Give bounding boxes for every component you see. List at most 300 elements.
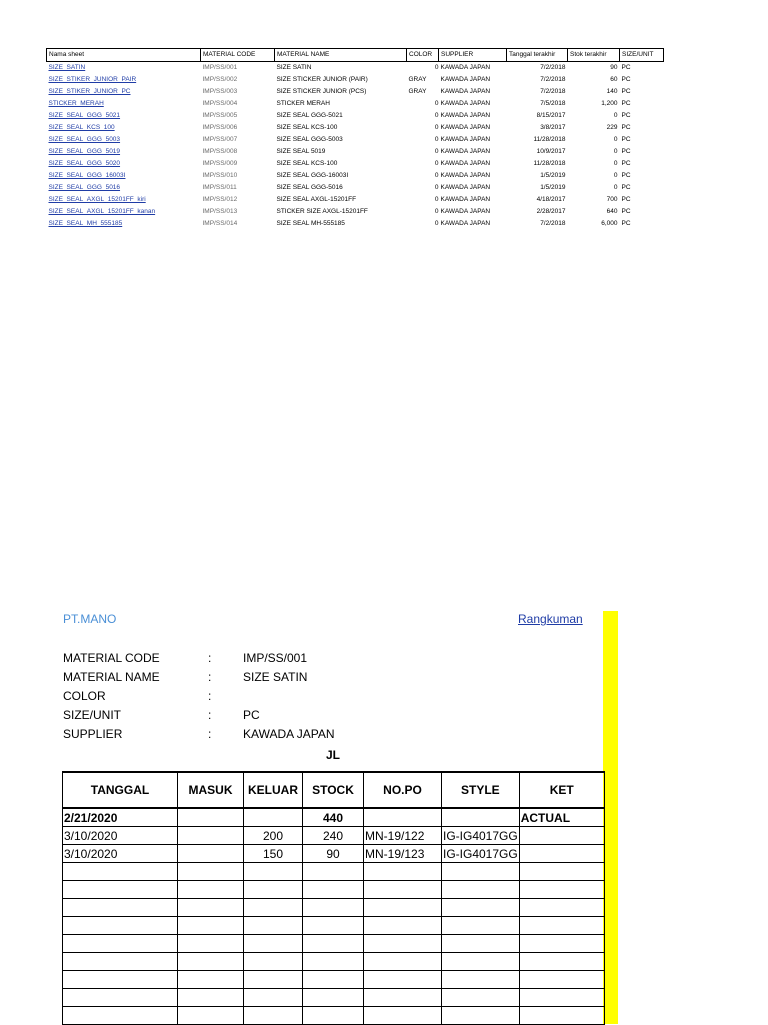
no-po-cell	[364, 935, 442, 953]
tanggal-cell	[63, 953, 178, 971]
header-no-po: NO.PO	[364, 772, 442, 808]
color-cell	[407, 158, 439, 170]
size-unit-cell: PC	[621, 160, 631, 167]
last-date-cell: 7/2/2018	[540, 76, 566, 83]
stock-card-empty-row	[63, 935, 605, 953]
material-name-cell: SIZE SEAL MH-555185	[276, 220, 345, 227]
stock-card-row	[63, 808, 605, 827]
stock-cell	[303, 989, 364, 1007]
sheet-link[interactable]: SIZE_SEAL_AXGL_15201FF_kanan	[48, 208, 156, 215]
header-supplier: SUPPLIER	[439, 49, 507, 62]
masuk-cell	[178, 1007, 244, 1025]
color-number: 0	[434, 220, 439, 227]
stock-card-empty-row	[63, 881, 605, 899]
supplier-cell	[439, 86, 507, 98]
sheet-link-cell	[47, 98, 201, 110]
keluar-cell	[244, 1007, 303, 1025]
summary-row	[47, 146, 664, 158]
last-stock-cell: 700	[606, 196, 618, 203]
supplier-text: KAWADA JAPAN	[440, 136, 491, 143]
stock-card-empty-row	[63, 1007, 605, 1025]
masuk-cell	[178, 881, 244, 899]
ket-cell	[519, 1007, 604, 1025]
sheet-link[interactable]: SIZE_SEAL_KCS_100	[48, 124, 115, 131]
masuk-cell	[178, 971, 244, 989]
color-number: 0	[434, 136, 439, 143]
header-material-code: MATERIAL CODE	[201, 49, 275, 62]
no-po-cell	[364, 953, 442, 971]
sheet-link[interactable]: SIZE_SATIN	[48, 64, 86, 71]
material-name-cell: SIZE SEAL KCS-100	[276, 124, 338, 131]
last-date-cell: 8/15/2017	[536, 112, 566, 119]
last-date-cell: 10/9/2017	[536, 148, 566, 155]
sheet-link-cell	[47, 110, 201, 122]
stock-card-empty-row	[63, 863, 605, 881]
tanggal-cell	[63, 899, 178, 917]
material-name-cell: SIZE SATIN	[276, 64, 312, 71]
summary-row	[47, 194, 664, 206]
color-cell	[407, 218, 439, 230]
sheet-link[interactable]: SIZE_STIKER_JUNIOR_PC	[48, 88, 131, 95]
stock-card-body	[63, 808, 605, 1025]
sheet-link-cell	[47, 182, 201, 194]
color-cell	[407, 194, 439, 206]
supplier-cell	[434, 170, 507, 182]
size-unit-cell: PC	[621, 220, 631, 227]
masuk-cell	[178, 863, 244, 881]
last-date-cell: 1/5/2019	[540, 184, 566, 191]
last-stock-cell: 140	[606, 88, 618, 95]
style-cell	[442, 917, 520, 935]
last-stock-cell: 640	[606, 208, 618, 215]
masuk-cell	[178, 845, 244, 863]
keluar-cell	[244, 935, 303, 953]
summary-row	[47, 206, 664, 218]
tanggal-cell	[63, 971, 178, 989]
stock-cell: 240	[303, 827, 364, 845]
masuk-cell	[178, 989, 244, 1007]
size-unit-cell: PC	[621, 184, 631, 191]
supplier-text: KAWADA JAPAN	[440, 100, 491, 107]
last-date-cell: 7/2/2018	[540, 220, 566, 227]
size-unit-cell: PC	[621, 64, 631, 71]
last-date-cell: 7/2/2018	[540, 88, 566, 95]
style-cell	[442, 989, 520, 1007]
header-material-name: MATERIAL NAME	[275, 49, 407, 62]
material-code-cell: IMP/SS/013	[202, 208, 238, 215]
material-name-cell: STICKER MERAH	[276, 100, 330, 107]
keluar-cell	[244, 917, 303, 935]
size-unit-cell: PC	[621, 124, 631, 131]
material-name-cell: SIZE SEAL 5019	[276, 148, 326, 155]
size-unit-cell: PC	[621, 196, 631, 203]
masuk-cell	[178, 917, 244, 935]
header-nama-sheet: Nama sheet	[47, 49, 201, 62]
sheet-link[interactable]: SIZE_SEAL_GGG_5019	[48, 148, 121, 155]
style-cell	[442, 881, 520, 899]
sheet-link-cell	[47, 206, 201, 218]
field-colon: :	[208, 651, 212, 665]
tanggal-cell	[63, 935, 178, 953]
size-unit-cell: PC	[621, 100, 631, 107]
material-code-cell: IMP/SS/004	[202, 100, 238, 107]
summary-row	[47, 86, 664, 98]
stock-cell	[303, 917, 364, 935]
color-number: 0	[434, 196, 439, 203]
keluar-cell	[244, 863, 303, 881]
field-label: MATERIAL CODE	[63, 651, 160, 665]
last-stock-cell: 0	[613, 136, 618, 143]
supplier-cell	[434, 62, 507, 75]
header-last-date: Tanggal terakhir	[507, 49, 568, 62]
color-number: 0	[434, 148, 439, 155]
material-code-cell: IMP/SS/011	[202, 184, 237, 191]
tanggal-cell	[63, 881, 178, 899]
no-po-cell	[364, 863, 442, 881]
stock-cell	[303, 1007, 364, 1025]
ket-cell	[519, 971, 604, 989]
stock-cell	[303, 935, 364, 953]
tanggal-cell	[63, 989, 178, 1007]
stock-card-header-row	[63, 772, 605, 808]
header-color: COLOR	[407, 49, 439, 62]
ket-cell	[519, 827, 604, 845]
stock-cell	[303, 953, 364, 971]
supplier-text: KAWADA JAPAN	[440, 112, 491, 119]
last-date-cell: 1/5/2019	[540, 172, 566, 179]
summary-row	[47, 62, 664, 75]
summary-row	[47, 158, 664, 170]
stock-cell	[303, 881, 364, 899]
supplier-text: KAWADA JAPAN	[440, 208, 491, 215]
style-cell	[442, 1007, 520, 1025]
masuk-cell	[178, 827, 244, 845]
stock-card-empty-row	[63, 953, 605, 971]
field-label: SIZE/UNIT	[63, 708, 122, 722]
field-value: KAWADA JAPAN	[243, 727, 335, 741]
last-stock-cell: 1,200	[601, 100, 618, 107]
last-stock-cell: 0	[613, 160, 618, 167]
supplier-text: KAWADA JAPAN	[440, 160, 491, 167]
ket-cell	[519, 935, 604, 953]
sheet-link[interactable]: SIZE_SEAL_GGG_5003	[48, 136, 121, 143]
summary-row	[47, 98, 664, 110]
material-name-cell: STICKER SIZE AXGL-15201FF	[276, 208, 368, 215]
no-po-cell	[364, 971, 442, 989]
header-last-stock: Stok terakhir	[568, 49, 620, 62]
field-value: SIZE SATIN	[243, 670, 308, 684]
sheet-link-cell	[47, 62, 201, 75]
stock-card-table	[62, 771, 605, 1025]
last-date-cell: 7/2/2018	[540, 64, 566, 71]
summary-row	[47, 170, 664, 182]
sheet-link[interactable]: SIZE_SEAL_GGG_5020	[48, 160, 121, 167]
size-unit-cell: PC	[621, 88, 631, 95]
last-date-cell: 3/8/2017	[540, 124, 566, 131]
supplier-text: KAWADA JAPAN	[440, 64, 491, 71]
material-code-cell: IMP/SS/003	[202, 88, 238, 95]
color-cell	[407, 110, 439, 122]
color-cell	[407, 74, 439, 86]
last-date-cell: 11/28/2018	[533, 136, 566, 143]
sheet-link-cell	[47, 158, 201, 170]
material-name-cell: SIZE SEAL KCS-100	[276, 160, 338, 167]
ket-cell	[519, 881, 604, 899]
ket-cell	[519, 989, 604, 1007]
keluar-cell	[244, 808, 303, 827]
field-colon: :	[208, 689, 212, 703]
material-code-cell: IMP/SS/001	[202, 64, 238, 71]
color-number: 0	[434, 124, 439, 131]
color-number: 0	[434, 172, 439, 179]
style-cell	[442, 971, 520, 989]
field-value: IMP/SS/001	[243, 651, 308, 665]
sheet-link[interactable]: SIZE_SEAL_MH_555185	[48, 220, 123, 227]
tanggal-cell: 3/10/2020	[63, 827, 178, 845]
color-cell	[407, 122, 439, 134]
sheet-link-cell	[47, 122, 201, 134]
material-name-cell: SIZE SEAL GGG-5021	[276, 112, 343, 119]
supplier-cell	[434, 158, 507, 170]
color-number: 0	[434, 184, 439, 191]
supplier-cell	[434, 194, 507, 206]
no-po-cell: MN-19/122	[364, 827, 442, 845]
last-stock-cell: 0	[613, 112, 618, 119]
keluar-cell	[244, 899, 303, 917]
material-name-cell: SIZE STICKER JUNIOR (PCS)	[276, 88, 367, 95]
field-colon: :	[208, 727, 212, 741]
material-code-cell: IMP/SS/002	[202, 76, 238, 83]
keluar-cell	[244, 953, 303, 971]
stock-card-empty-row	[63, 899, 605, 917]
no-po-cell	[364, 1007, 442, 1025]
ket-cell	[519, 899, 604, 917]
last-stock-cell: 0	[613, 148, 618, 155]
keluar-cell	[244, 881, 303, 899]
supplier-cell	[434, 98, 507, 110]
material-name-cell: SIZE SEAL GGG-5003	[276, 136, 343, 143]
no-po-cell	[364, 881, 442, 899]
sheet-link-cell	[47, 146, 201, 158]
keluar-cell	[244, 989, 303, 1007]
style-cell	[442, 899, 520, 917]
no-po-cell: MN-19/123	[364, 845, 442, 863]
field-label: SUPPLIER	[63, 727, 123, 741]
stock-card-empty-row	[63, 917, 605, 935]
summary-row	[47, 134, 664, 146]
tanggal-cell: 3/10/2020	[63, 845, 178, 863]
supplier-text: KAWADA JAPAN	[440, 184, 491, 191]
ket-cell	[519, 953, 604, 971]
size-unit-cell: PC	[621, 148, 631, 155]
supplier-text: KAWADA JAPAN	[440, 88, 491, 95]
sheet-link-cell	[47, 86, 201, 98]
ket-cell	[519, 845, 604, 863]
no-po-cell	[364, 989, 442, 1007]
stock-card-row	[63, 845, 605, 863]
sheet-link[interactable]: STICKER_MERAH	[48, 100, 104, 107]
header-stock: STOCK	[303, 772, 364, 808]
tanggal-cell	[63, 1007, 178, 1025]
field-colon: :	[208, 670, 212, 684]
no-po-cell	[364, 808, 442, 827]
size-unit-cell: PC	[621, 172, 631, 179]
sheet-link[interactable]: SIZE_STIKER_JUNIOR_PAIR	[48, 76, 137, 83]
supplier-cell	[439, 74, 507, 86]
keluar-cell: 200	[244, 827, 303, 845]
stock-card-row	[63, 827, 605, 845]
supplier-text: KAWADA JAPAN	[440, 124, 491, 131]
supplier-cell	[434, 122, 507, 134]
material-name-cell: SIZE SEAL GGG-5016	[276, 184, 343, 191]
color-number: 0	[434, 64, 439, 71]
header-style: STYLE	[442, 772, 520, 808]
size-unit-cell: PC	[621, 112, 631, 119]
header-size-unit: SIZE/UNIT	[620, 49, 664, 62]
material-name-cell: SIZE SEAL GGG-16003I	[276, 172, 349, 179]
supplier-cell	[434, 134, 507, 146]
last-date-cell: 4/18/2017	[536, 196, 566, 203]
material-name-cell: SIZE SEAL AXGL-15201FF	[276, 196, 357, 203]
keluar-cell: 150	[244, 845, 303, 863]
keluar-cell	[244, 971, 303, 989]
ket-cell: ACTUAL	[519, 808, 604, 827]
no-po-cell	[364, 899, 442, 917]
field-colon: :	[208, 708, 212, 722]
summary-link[interactable]: Rangkuman	[518, 612, 583, 626]
header-masuk: MASUK	[178, 772, 244, 808]
supplier-text: KAWADA JAPAN	[440, 220, 491, 227]
masuk-cell	[178, 935, 244, 953]
stock-card-empty-row	[63, 971, 605, 989]
supplier-text: KAWADA JAPAN	[440, 76, 491, 83]
color-number: 0	[434, 160, 439, 167]
style-cell	[442, 863, 520, 881]
sheet-link-cell	[47, 134, 201, 146]
sheet-link-cell	[47, 170, 201, 182]
supplier-cell	[434, 146, 507, 158]
sheet-link[interactable]: SIZE_SEAL_GGG_5016	[48, 184, 121, 191]
last-stock-cell: 90	[610, 64, 618, 71]
tanggal-cell	[63, 917, 178, 935]
color-number: 0	[434, 100, 439, 107]
stock-cell	[303, 863, 364, 881]
ket-cell	[519, 917, 604, 935]
stock-cell	[303, 971, 364, 989]
style-cell: IG-IG4017GG	[443, 846, 518, 861]
last-date-cell: 11/28/2018	[533, 160, 566, 167]
color-cell	[407, 134, 439, 146]
last-stock-cell: 229	[606, 124, 618, 131]
header-keluar: KELUAR	[244, 772, 303, 808]
last-stock-cell: 6,000	[601, 220, 618, 227]
supplier-text: KAWADA JAPAN	[440, 172, 491, 179]
sheet-link[interactable]: SIZE_SEAL_AXGL_15201FF_kiri	[48, 196, 146, 203]
style-cell: IG-IG4017GG	[443, 828, 518, 843]
no-po-cell	[364, 917, 442, 935]
header-ket: KET	[519, 772, 604, 808]
company-name: PT.MANO	[63, 612, 117, 626]
color-cell	[407, 98, 439, 110]
masuk-cell	[178, 808, 244, 827]
sheet-link[interactable]: SIZE_SEAL_GGG_5021	[48, 112, 121, 119]
stock-card-empty-row	[63, 989, 605, 1007]
sheet-link-cell	[47, 194, 201, 206]
size-unit-cell: PC	[621, 136, 631, 143]
color-cell	[407, 62, 439, 75]
color-number: 0	[434, 112, 439, 119]
header-tanggal: TANGGAL	[63, 772, 178, 808]
tanggal-cell: 2/21/2020	[63, 808, 178, 827]
material-name-cell: SIZE STICKER JUNIOR (PAIR)	[276, 76, 368, 83]
masuk-cell	[178, 899, 244, 917]
stock-cell: 90	[303, 845, 364, 863]
summary-row	[47, 182, 664, 194]
color-cell	[407, 86, 439, 98]
summary-table	[46, 48, 664, 230]
field-label: COLOR	[63, 689, 106, 703]
stock-cell	[303, 899, 364, 917]
sheet-link[interactable]: SIZE_SEAL_GGG_16003I	[48, 172, 126, 179]
supplier-text: KAWADA JAPAN	[440, 196, 491, 203]
last-stock-cell: 0	[613, 184, 618, 191]
material-code-cell: IMP/SS/008	[202, 148, 238, 155]
color-number: 0	[434, 208, 439, 215]
summary-row	[47, 74, 664, 86]
supplier-cell	[434, 206, 507, 218]
color-cell	[407, 170, 439, 182]
material-code-cell: IMP/SS/009	[202, 160, 238, 167]
last-date-cell: 2/28/2017	[536, 208, 566, 215]
sheet-link-cell	[47, 74, 201, 86]
color-cell	[407, 146, 439, 158]
supplier-text: KAWADA JAPAN	[440, 148, 491, 155]
highlight-column	[603, 611, 618, 1024]
field-value: PC	[243, 708, 260, 722]
tanggal-cell	[63, 863, 178, 881]
sheet-link-cell	[47, 218, 201, 230]
summary-row	[47, 110, 664, 122]
style-cell	[442, 808, 520, 827]
supplier-cell	[434, 218, 507, 230]
supplier-cell	[434, 182, 507, 194]
summary-row	[47, 122, 664, 134]
material-code-cell: IMP/SS/012	[202, 196, 238, 203]
size-unit-cell: PC	[621, 208, 631, 215]
material-code-cell: IMP/SS/010	[202, 172, 238, 179]
style-cell	[442, 953, 520, 971]
last-date-cell: 7/5/2018	[540, 100, 566, 107]
color-text: GRAY	[408, 88, 427, 95]
color-cell	[407, 182, 439, 194]
color-cell	[407, 206, 439, 218]
summary-row	[47, 218, 664, 230]
ket-cell	[519, 863, 604, 881]
material-code-cell: IMP/SS/006	[202, 124, 238, 131]
supplier-cell	[434, 110, 507, 122]
color-text: GRAY	[408, 76, 427, 83]
material-code-cell: IMP/SS/014	[202, 220, 238, 227]
summary-body	[47, 62, 664, 231]
jl-label: JL	[326, 748, 341, 762]
material-code-cell: IMP/SS/005	[202, 112, 238, 119]
stock-cell: 440	[303, 808, 364, 827]
summary-header-row	[47, 49, 664, 62]
masuk-cell	[178, 953, 244, 971]
last-stock-cell: 0	[613, 172, 618, 179]
size-unit-cell: PC	[621, 76, 631, 83]
last-stock-cell: 60	[610, 76, 618, 83]
